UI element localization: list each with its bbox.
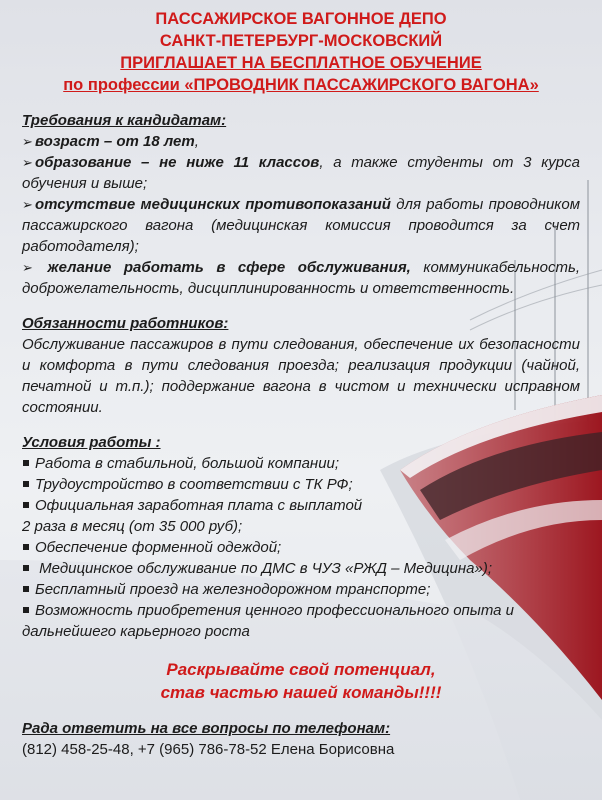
- header-invitation: ПРИГЛАШАЕТ НА БЕСПЛАТНОЕ ОБУЧЕНИЕ: [120, 54, 482, 72]
- square-bullet-icon: [23, 481, 29, 487]
- list-item: Медицинское обслуживание по ДМС в ЧУЗ «РЖД – Медицина»);: [22, 558, 580, 579]
- duties-section: [22, 313, 580, 418]
- contact-phones: (812) 458-25-48, +7 (965) 786-78-52 Елена Борисовна: [22, 741, 395, 758]
- requirement-item: ➢ желание работать в сфере обслуживания, коммуникабельность, доброжелательность, дисциплинированность и ответственность.: [22, 259, 580, 297]
- slogan-line-2: став частью нашей команды!!!!: [160, 683, 442, 702]
- square-bullet-icon: [23, 544, 29, 550]
- requirement-item: ➢ отсутствие медицинских противопоказаний для работы проводником пассажирского вагона (медицинская комиссия проводится за счет работодателя);: [22, 196, 580, 255]
- contacts: [22, 718, 580, 760]
- slogan: [22, 658, 580, 704]
- square-bullet-icon: [23, 502, 29, 508]
- conditions-title: Условия работы :: [22, 434, 161, 451]
- arrow-bullet-icon: ➢: [22, 260, 33, 275]
- square-bullet-icon: [23, 586, 29, 592]
- header: [22, 8, 580, 96]
- conditions-section: [22, 432, 580, 642]
- list-item-continuation: дальнейшего карьерного роста: [22, 623, 250, 640]
- square-bullet-icon: [23, 565, 29, 571]
- arrow-bullet-icon: ➢: [22, 197, 33, 212]
- conditions-list: [22, 453, 580, 642]
- header-depot-location: САНКТ-ПЕТЕРБУРГ-МОСКОВСКИЙ: [159, 32, 443, 50]
- square-bullet-icon: [23, 607, 29, 613]
- list-item: Работа в стабильной, большой компании;: [22, 453, 580, 474]
- header-depot-name: ПАССАЖИРСКОЕ ВАГОННОЕ ДЕПО: [155, 10, 447, 28]
- arrow-bullet-icon: ➢: [22, 134, 33, 149]
- requirements-section: [22, 110, 580, 299]
- contacts-title: Рада ответить на все вопросы по телефонам:: [22, 720, 391, 737]
- square-bullet-icon: [23, 460, 29, 466]
- list-item: Бесплатный проезд на железнодорожном транспорте;: [22, 579, 580, 600]
- list-item: Официальная заработная плата с выплатой: [22, 495, 580, 516]
- duties-text: Обслуживание пассажиров в пути следования, обеспечение их безопасности и комфорта в пути следования проезда; реализация продукции (чайной, печатной и т.п.); поддержание вагона в чистом и технически исправном состоянии.: [22, 336, 580, 416]
- requirement-item: ➢ образование – не ниже 11 классов, а также студенты от 3 курса обучения и выше;: [22, 154, 580, 192]
- list-item-continuation: 2 раза в месяц (от 35 000 руб);: [22, 518, 243, 535]
- requirements-title: Требования к кандидатам:: [22, 112, 227, 129]
- requirement-item: ➢ возраст – от 18 лет,: [22, 133, 199, 150]
- arrow-bullet-icon: ➢: [22, 155, 33, 170]
- header-profession: по профессии «ПРОВОДНИК ПАССАЖИРСКОГО ВАГОНА»: [63, 76, 539, 94]
- list-item: Обеспечение форменной одеждой;: [22, 537, 580, 558]
- list-item: Возможность приобретения ценного профессионального опыта и: [22, 600, 580, 621]
- duties-title: Обязанности работников:: [22, 315, 229, 332]
- list-item: Трудоустройство в соответствии с ТК РФ;: [22, 474, 580, 495]
- slogan-line-1: Раскрывайте свой потенциал,: [166, 660, 436, 679]
